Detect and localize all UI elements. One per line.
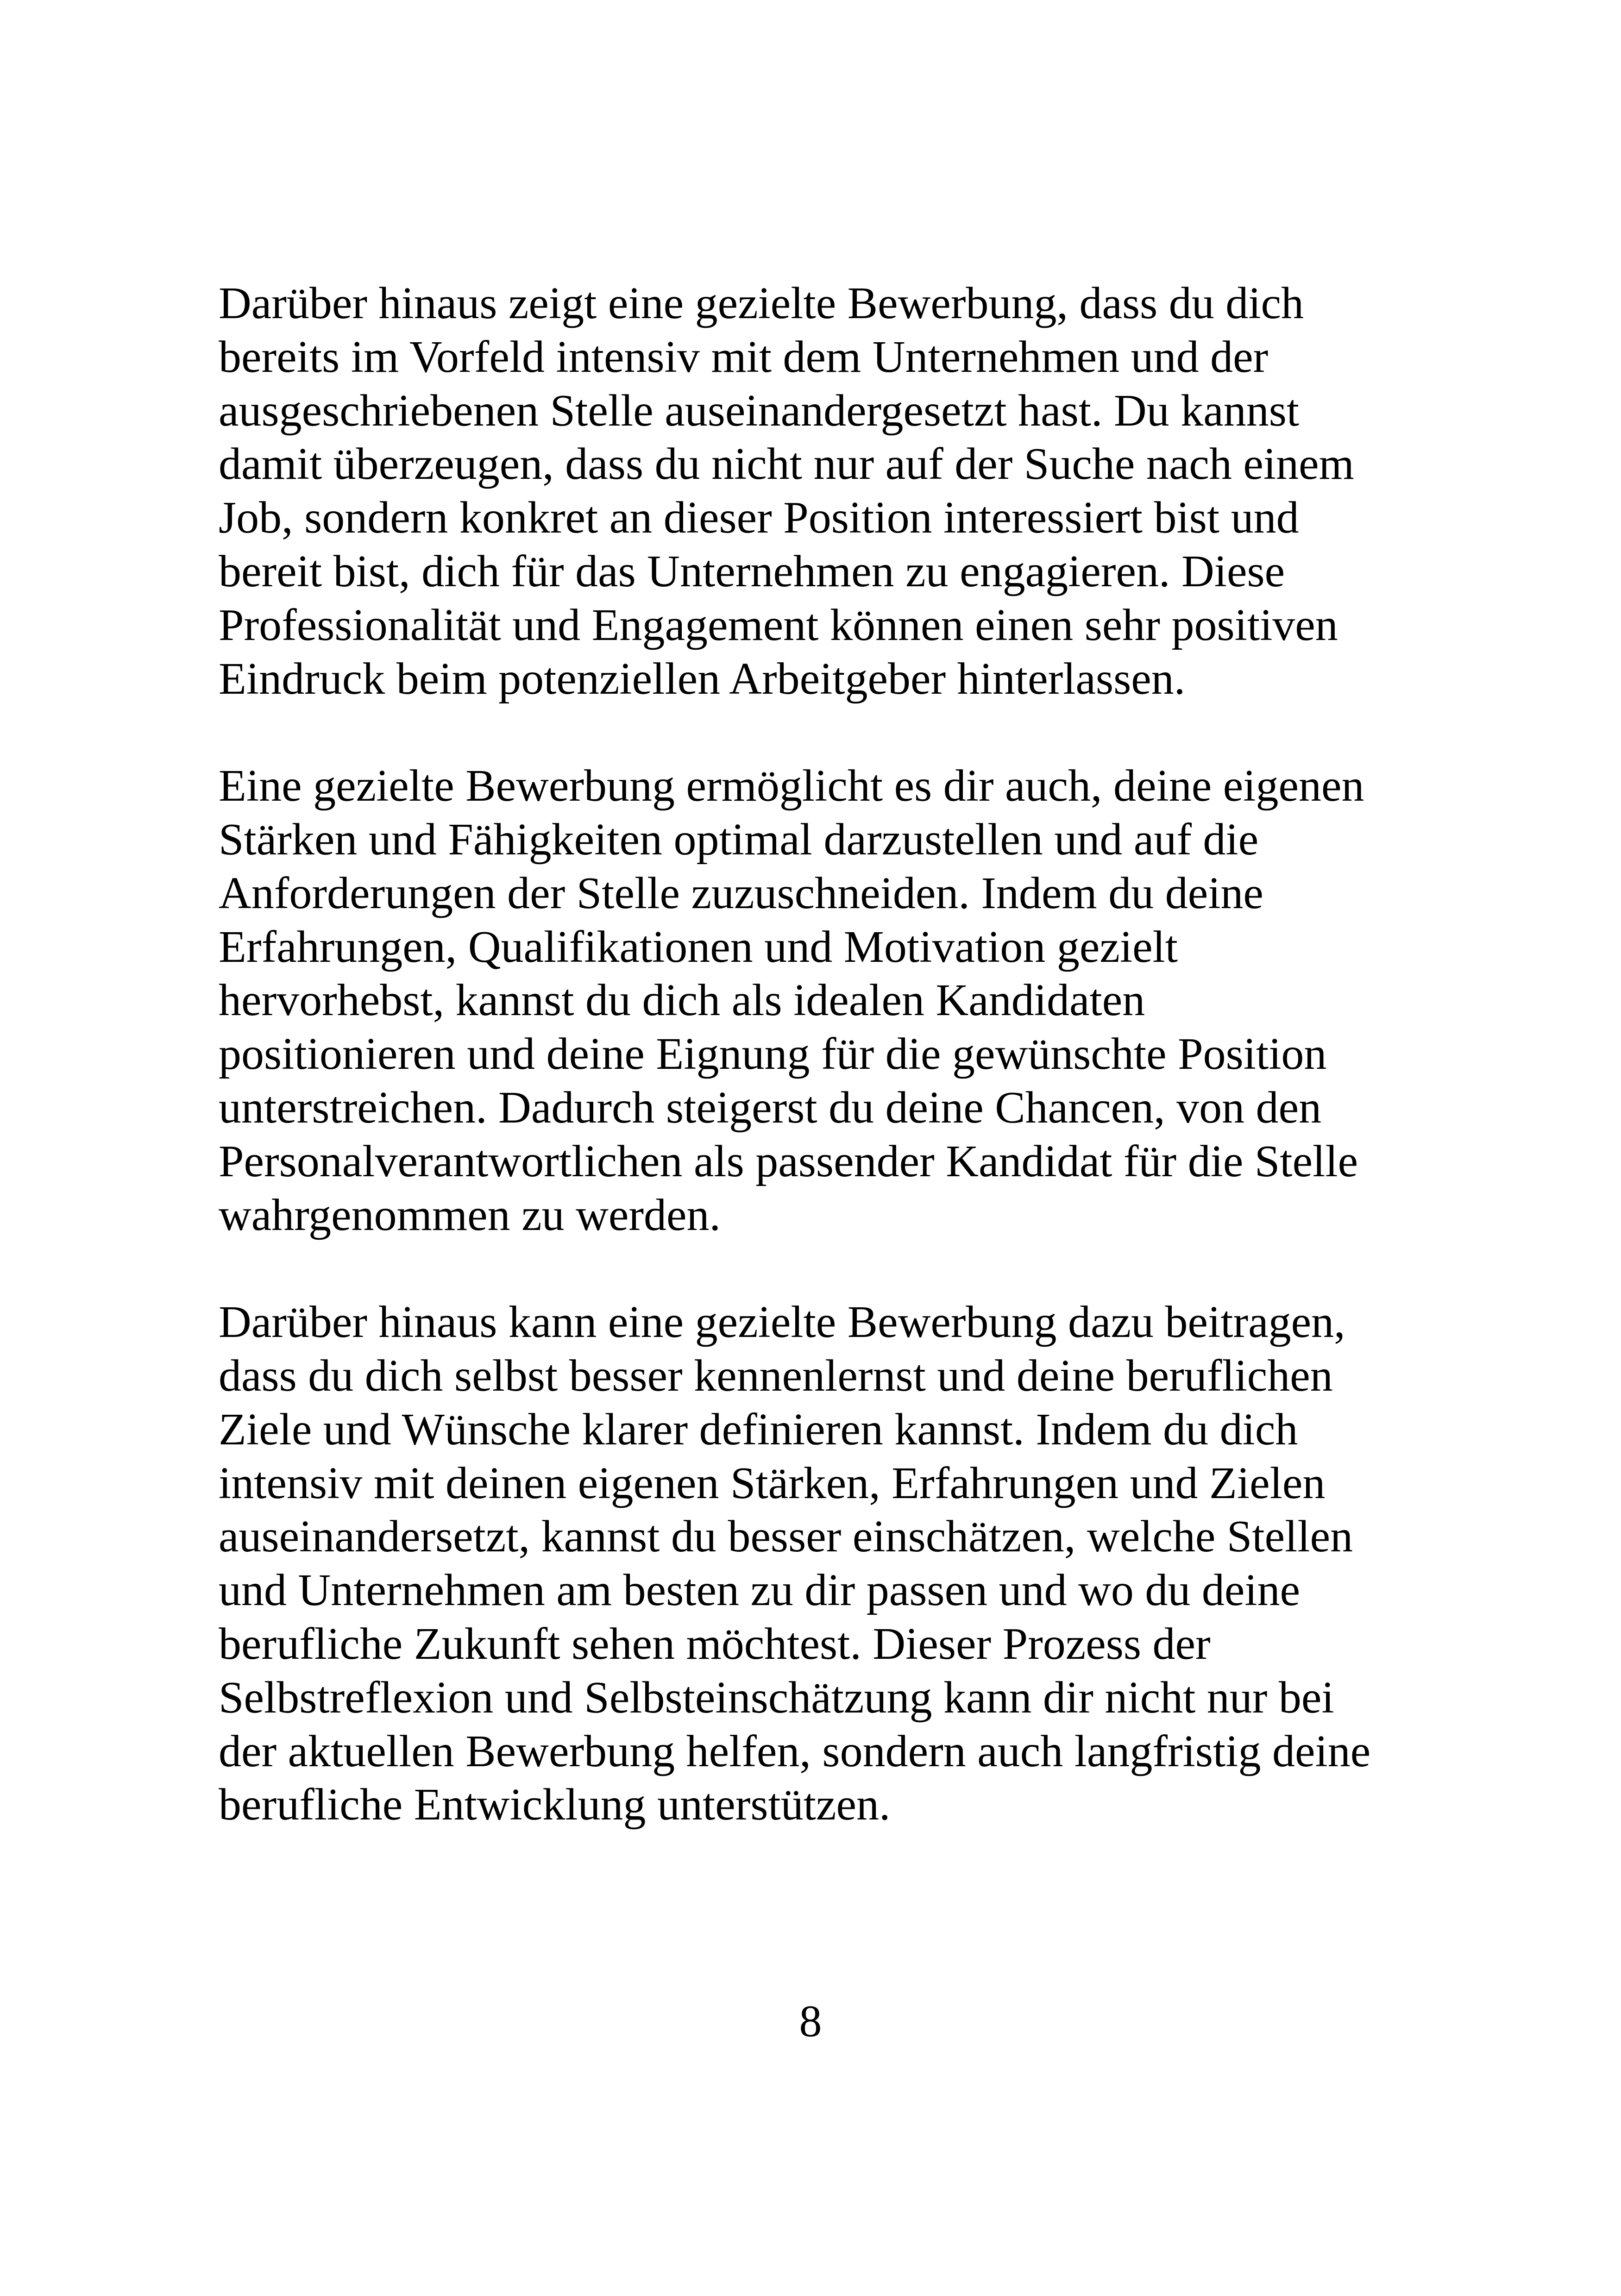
page-number: 8 <box>799 1996 822 2046</box>
text-line: und Unternehmen am besten zu dir passen und wo du deine <box>219 1565 1301 1616</box>
text-line: auseinandersetzt, kannst du besser einschätzen, welche Stellen <box>219 1512 1353 1562</box>
text-line: der aktuellen Bewerbung helfen, sondern auch langfristig deine <box>219 1726 1371 1776</box>
text-line: dass du dich selbst besser kennenlernst und deine beruflichen <box>219 1350 1333 1401</box>
text-line: unterstreichen. Dadurch steigerst du deine Chancen, von den <box>219 1082 1322 1133</box>
text-line: Ziele und Wünsche klarer definieren kannst. Indem du dich <box>219 1404 1298 1455</box>
text-line: ausgeschriebenen Stelle auseinandergesetzt hast. Du kannst <box>219 385 1300 436</box>
text-line: Job, sondern konkret an dieser Position interessiert bist und <box>219 493 1299 543</box>
text-line: wahrgenommen zu werden. <box>219 1190 721 1240</box>
text-line: damit überzeugen, dass du nicht nur auf der Suche nach einem <box>219 439 1354 489</box>
paragraph-3 <box>219 1296 1441 1832</box>
body-text <box>219 277 1441 1832</box>
text-line: Erfahrungen, Qualifikationen und Motivation gezielt <box>219 922 1178 972</box>
text-line: Eine gezielte Bewerbung ermöglicht es dir auch, deine eigenen <box>219 761 1364 811</box>
text-line: Stärken und Fähigkeiten optimal darzustellen und auf die <box>219 814 1259 865</box>
text-line: berufliche Zukunft sehen möchtest. Dieser Prozess der <box>219 1618 1211 1669</box>
text-line: Personalverantwortlichen als passender Kandidat für die Stelle <box>219 1136 1358 1186</box>
text-line: Selbstreflexion und Selbsteinschätzung kann dir nicht nur bei <box>219 1672 1334 1723</box>
text-line: hervorhebst, kannst du dich als idealen Kandidaten <box>219 975 1145 1026</box>
text-line: berufliche Entwicklung unterstützen. <box>219 1780 891 1830</box>
text-line: Darüber hinaus kann eine gezielte Bewerbung dazu beitragen, <box>219 1297 1345 1348</box>
text-line: Darüber hinaus zeigt eine gezielte Bewerbung, dass du dich <box>219 278 1304 328</box>
text-line: bereit bist, dich für das Unternehmen zu engagieren. Diese <box>219 546 1285 596</box>
text-line: bereits im Vorfeld intensiv mit dem Unternehmen und der <box>219 332 1269 382</box>
paragraph-1 <box>219 277 1441 706</box>
paragraph-2 <box>219 759 1441 1242</box>
text-line: Anforderungen der Stelle zuzuschneiden. Indem du deine <box>219 868 1263 918</box>
text-line: intensiv mit deinen eigenen Stärken, Erfahrungen und Zielen <box>219 1458 1326 1508</box>
text-line: Professionalität und Engagement können einen sehr positiven <box>219 600 1338 650</box>
text-line: positionieren und deine Eignung für die gewünschte Position <box>219 1029 1327 1079</box>
text-line: Eindruck beim potenziellen Arbeitgeber hinterlassen. <box>219 653 1186 704</box>
